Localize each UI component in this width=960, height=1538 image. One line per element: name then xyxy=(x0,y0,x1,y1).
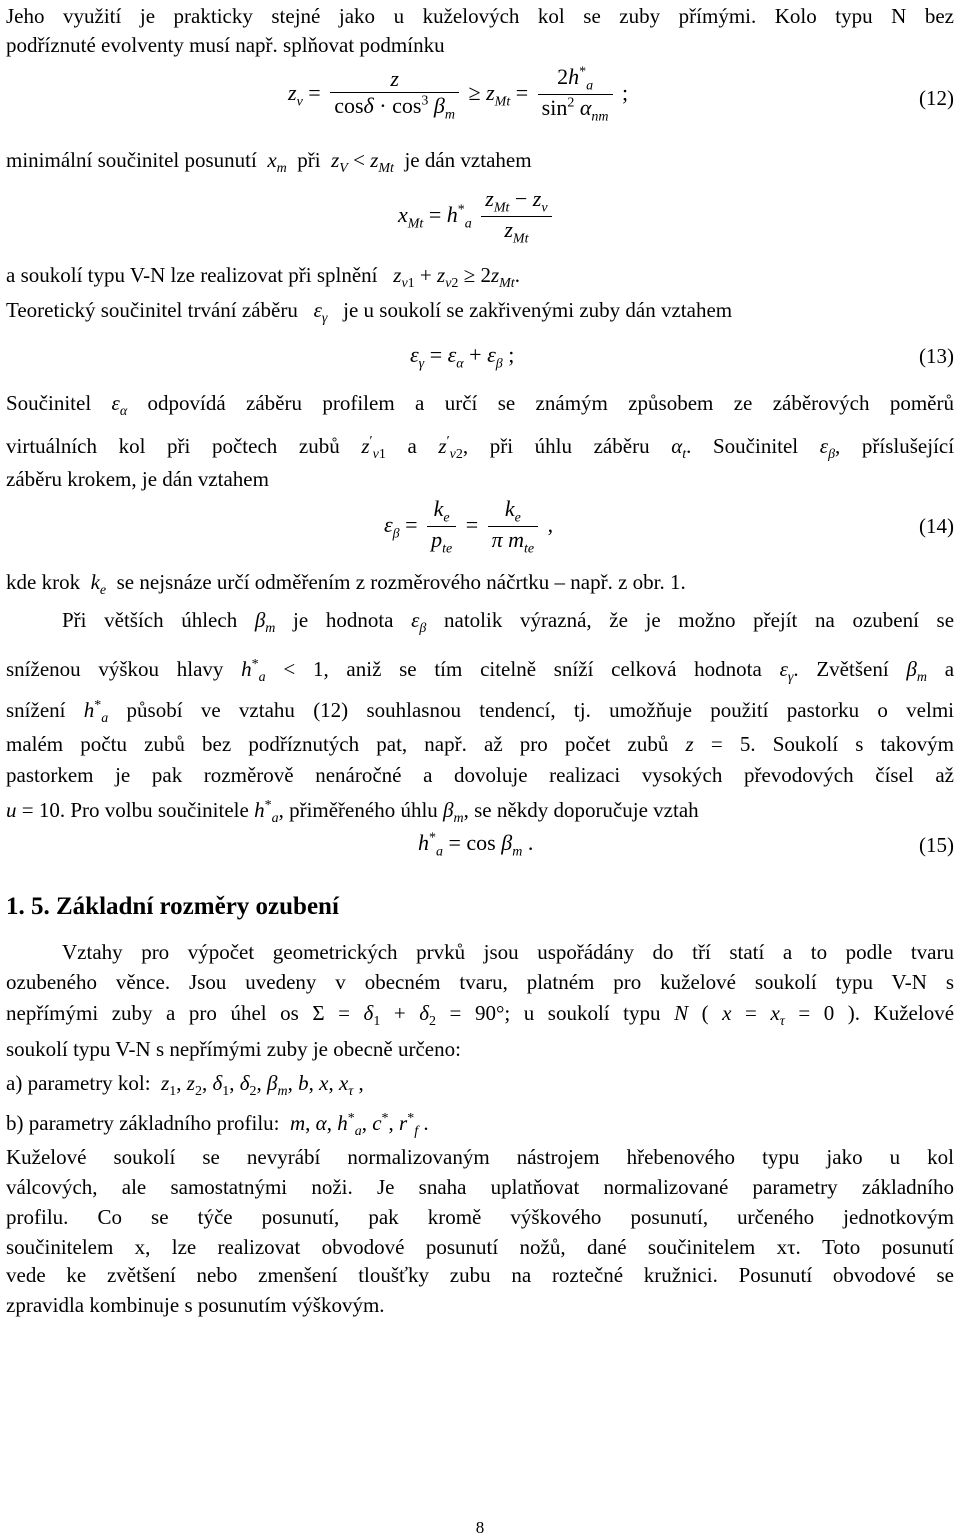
text-run: při xyxy=(297,148,321,172)
equation-number: (15) xyxy=(919,833,954,857)
text-run: natolik výrazná, že je možno přejít na ozubení se xyxy=(444,608,955,632)
paragraph-line: minimální součinitel posunutí $x_m$ při $z_V < z_{Mt}$ je dán vztahem xyxy=(6,148,532,177)
paragraph-line: Teoretický součinitel trvání záběru $\varepsilon_\gamma$ je u soukolí se zakřivenými zuby dán vztahem xyxy=(6,298,733,327)
text-run: . Soukolí s takovým xyxy=(750,732,955,756)
text-run: je hodnota xyxy=(293,608,394,632)
text-run: ; u soukolí typu xyxy=(504,1001,661,1025)
text-run: a xyxy=(944,657,955,681)
text-run: b) parametry základního profilu: xyxy=(6,1111,280,1135)
text-run: sníženou výškou hlavy xyxy=(6,657,224,681)
text-run: Při větších úhlech xyxy=(62,608,238,632)
equation-15: $h^*_a = \cos \beta_m$ . xyxy=(418,830,534,860)
equation-xmt: $x_{Mt} = h^*_a$ $\frac{z_{Mt} - z_v}{z_{Mt}}$ xyxy=(398,186,556,248)
text-run: , přiměřeného úhlu xyxy=(278,798,438,822)
text-run: . Zvětšení xyxy=(793,657,889,681)
text-run: . Kuželové xyxy=(854,1001,955,1025)
text-run: , příslušející xyxy=(835,434,955,458)
paragraph-line: válcových, ale samostatnými noži. Je snaha uplatňovat normalizované parametry základního xyxy=(6,1175,954,1199)
text-run: , aniž se tím citelně sníží celková hodnota xyxy=(323,657,762,681)
equation-number: (13) xyxy=(919,344,954,368)
paragraph-line: Při větších úhlech $\beta_m$ je hodnota $\varepsilon_\beta$ natolik výrazná, že je možno přejít na ozubení se xyxy=(62,608,955,637)
paragraph-line: soukolí typu V-N s nepřímými zuby je obecně určeno: xyxy=(6,1037,461,1061)
paragraph-line: ozubeného věnce. Jsou uvedeny v obecném tvaru, platném pro kuželové soukolí typu V-N s xyxy=(6,970,954,994)
equation-number: (14) xyxy=(919,514,954,538)
text-run: kde krok xyxy=(6,570,81,594)
paragraph-line: Vztahy pro výpočet geometrických prvků jsou uspořádány do tří statí a to podle tvaru xyxy=(62,940,954,964)
text-run: , se někdy doporučuje vztah xyxy=(463,798,699,822)
paragraph-line: pastorkem je pak rozměrově nenáročné a dovoluje realizaci vysokých převodových čísel až xyxy=(6,763,954,787)
paragraph-line: nepřímými zuby a pro úhel os $\Sigma = \delta_1 + \delta_2 = 90^\circ$; u soukolí typu N ( $x = x_\tau = 0$ ). Kuželové xyxy=(6,1001,955,1030)
paragraph-line: snížení $h^*_a$ působí ve vztahu (12) souhlasnou tendencí, tj. umožňuje použití pastorku o velmi xyxy=(6,698,954,727)
paragraph-line: Kuželové soukolí se nevyrábí normalizovaným nástrojem hřebenového typu jako u kol xyxy=(6,1145,954,1169)
equation-13: $\varepsilon_\gamma = \varepsilon_\alpha + \varepsilon_\beta$ ; xyxy=(410,342,515,372)
text-run: je dán vztahem xyxy=(404,148,532,172)
equation-12: $z_v$ = $\frac{z}{\cos\delta \cdot \cos^3 \beta_m}$ ≥ $z_{Mt}$ = $\frac{2h^*_a}{\sin^2 \alpha_{nm}}$ ; xyxy=(288,64,629,125)
text-run: snížení xyxy=(6,698,66,722)
section-heading: 1. 5. Základní rozměry ozubení xyxy=(6,893,339,920)
paragraph-line: sníženou výškou hlavy $h^*_a < 1$, aniž se tím citelně sníží celková hodnota $\varepsilon_\gamma$. Zvětšení $\beta_m$ a xyxy=(6,657,955,686)
page-number: 8 xyxy=(475,1518,485,1537)
paragraph-line: malém počtu zubů bez podříznutých pat, např. až pro počet zubů z = 5. Soukolí s takovým xyxy=(6,732,955,756)
list-item: a) parametry kol: $z_1$, $z_2$, $\delta_1$, $\delta_2$, $\beta_m$, b, x, $x_\tau$ , xyxy=(6,1071,364,1100)
paragraph-line: profilu. Co se týče posunutí, pak kromě výškového posunutí, určeného jednotkovým xyxy=(6,1205,954,1229)
text-run: minimální součinitel posunutí xyxy=(6,148,257,172)
paragraph-line: podříznuté evolventy musí např. splňovat podmínku xyxy=(6,33,445,57)
text-run: . Pro volbu součinitele xyxy=(59,798,249,822)
text-run: a xyxy=(407,434,417,458)
paragraph-line: zpravidla kombinuje s posunutím výškovým. xyxy=(6,1293,385,1317)
text-run: . Součinitel xyxy=(686,434,799,458)
paragraph-line: virtuálních kol při počtech zubů $z'_{v1}$ a $z'_{v2}$, při úhlu záběru $\alpha_t$. Součinitel $\varepsilon_\beta$, příslušející xyxy=(6,434,955,463)
text-run: Součinitel xyxy=(6,391,92,415)
text-run: odpovídá záběru profilem a určí se známým způsobem ze záběrových poměrů xyxy=(147,391,954,415)
text-run: , při úhlu záběru xyxy=(462,434,650,458)
equation-number: (12) xyxy=(919,86,954,110)
paragraph-line: záběru krokem, je dán vztahem xyxy=(6,467,269,491)
equation-14: $\varepsilon_\beta$ = $\frac{k_e}{p_{te}}$ = $\frac{k_e}{\pi m_{te}}$ , xyxy=(384,496,554,557)
text-run: malém počtu zubů bez podříznutých pat, např. až pro počet zubů xyxy=(6,732,669,756)
text-run: virtuálních kol při počtech zubů xyxy=(6,434,340,458)
paragraph-line: Součinitel $\varepsilon_\alpha$ odpovídá záběru profilem a určí se známým způsobem ze záběrových poměrů xyxy=(6,391,954,420)
paragraph-line: a soukolí typu V-N lze realizovat při splnění $z_{v1} + z_{v2} \ge 2z_{Mt}$. xyxy=(6,263,520,292)
text-run: je u soukolí se zakřivenými zuby dán vztahem xyxy=(343,298,733,322)
paragraph-line: součinitelem x, lze realizovat obvodové posunutí nožů, dané součinitelem xτ. Toto posunutí xyxy=(6,1235,954,1259)
text-run: Teoretický součinitel trvání záběru xyxy=(6,298,298,322)
list-item: b) parametry základního profilu: m, α, $h^*_a$, c*, $r^*_f$ . xyxy=(6,1111,429,1140)
text-run: a) parametry kol: xyxy=(6,1071,151,1095)
text-run: působí ve vztahu (12) souhlasnou tendencí, tj. umožňuje použití pastorku o velmi xyxy=(126,698,954,722)
paragraph-line: kde krok $k_e$ se nejsnáze určí odměřením z rozměrového náčrtku – např. z obr. 1. xyxy=(6,570,686,599)
text-run: nepřímými zuby a pro úhel os xyxy=(6,1001,299,1025)
paragraph-line: u = 10. Pro volbu součinitele $h^*_a$, přiměřeného úhlu $\beta_m$, se někdy doporučuje vztah xyxy=(6,798,699,827)
paragraph-line: vede ke zvětšení nebo zmenšení tloušťky zubu na roztečné kružnici. Posunutí obvodové se xyxy=(6,1263,954,1287)
paragraph-line: Jeho využití je prakticky stejné jako u kuželových kol se zuby přímými. Kolo typu N bez xyxy=(6,4,954,28)
text-run: a soukolí typu V-N lze realizovat při splnění xyxy=(6,263,378,287)
text-run: se nejsnáze určí odměřením z rozměrového náčrtku – např. z obr. 1. xyxy=(116,570,686,594)
